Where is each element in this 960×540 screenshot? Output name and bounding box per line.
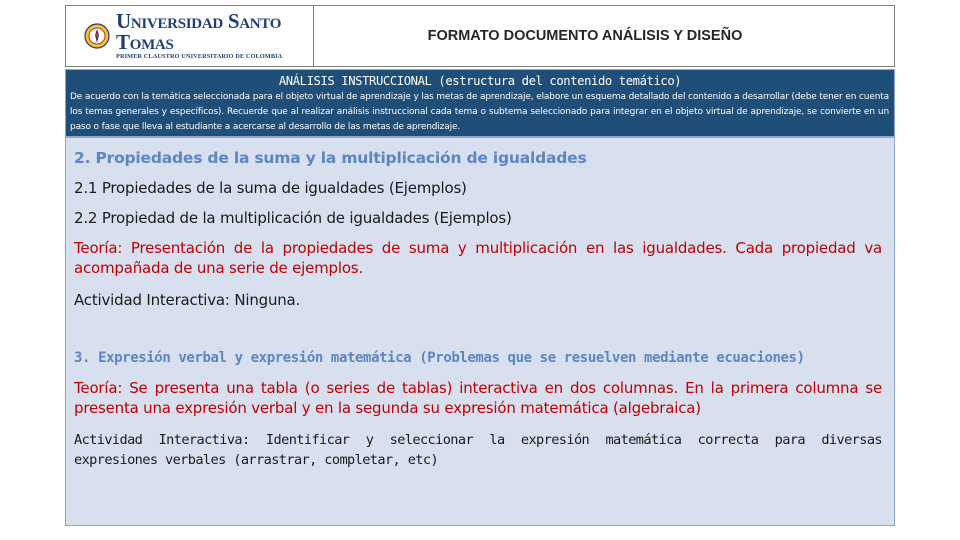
- instruction-banner: [65, 69, 895, 137]
- theory-3: Teoría: Se presenta una tabla (o series de tablas) interactiva en dos columnas. En la primera columna se presenta una expresión verbal y en la segunda su expresión matemática (algebraica): [74, 379, 882, 417]
- theory-2: Teoría: Presentación de la propiedades de suma y multiplicación en las igualdades. Cada propiedad va acompañada de una serie de ejemplos.: [74, 239, 882, 277]
- item-2-1: 2.1 Propiedades de la suma de igualdades (Ejemplos): [74, 179, 467, 197]
- university-logo: [66, 6, 314, 66]
- document-title: FORMATO DOCUMENTO ANÁLISIS Y DISEÑO: [427, 28, 743, 44]
- logo-name: Universidad Santo Tomas: [116, 9, 282, 55]
- banner-description: De acuerdo con la temática seleccionada para el objeto virtual de aprendizaje y las metas de aprendizaje, elabore un esquema detallado del contenido a desarrollar (debe tener en cuenta los temas generales y específicos). Recuerde que al realizar análisis instruccional cada tema o subtema seleccionado para integrar en el objeto virtual de aprendizaje, se convierte en un paso o fase que lleva al estudiante a acercarse al desarrollo de las metas de aprendizaje.: [70, 92, 890, 132]
- section-2-title: 2. Propiedades de la suma y la multiplicación de igualdades: [74, 149, 587, 167]
- banner-title: ANÁLISIS INSTRUCCIONAL (estructura del contenido temático): [278, 74, 682, 88]
- content-area: [65, 137, 895, 526]
- item-2-2: 2.2 Propiedad de la multiplicación de igualdades (Ejemplos): [74, 209, 512, 227]
- document-header: [65, 5, 895, 67]
- logo-subtitle: PRIMER CLAUSTRO UNIVERSITARIO DE COLOMBIA: [116, 53, 283, 61]
- university-seal-icon: [84, 23, 110, 49]
- activity-2: Actividad Interactiva: Ninguna.: [74, 291, 301, 309]
- activity-3: Actividad Interactiva: Identificar y seleccionar la expresión matemática correcta para diversas expresiones verbales (arrastrar, completar, etc): [74, 432, 882, 468]
- section-3-title: 3. Expresión verbal y expresión matemática (Problemas que se resuelven mediante ecuaciones): [74, 350, 805, 366]
